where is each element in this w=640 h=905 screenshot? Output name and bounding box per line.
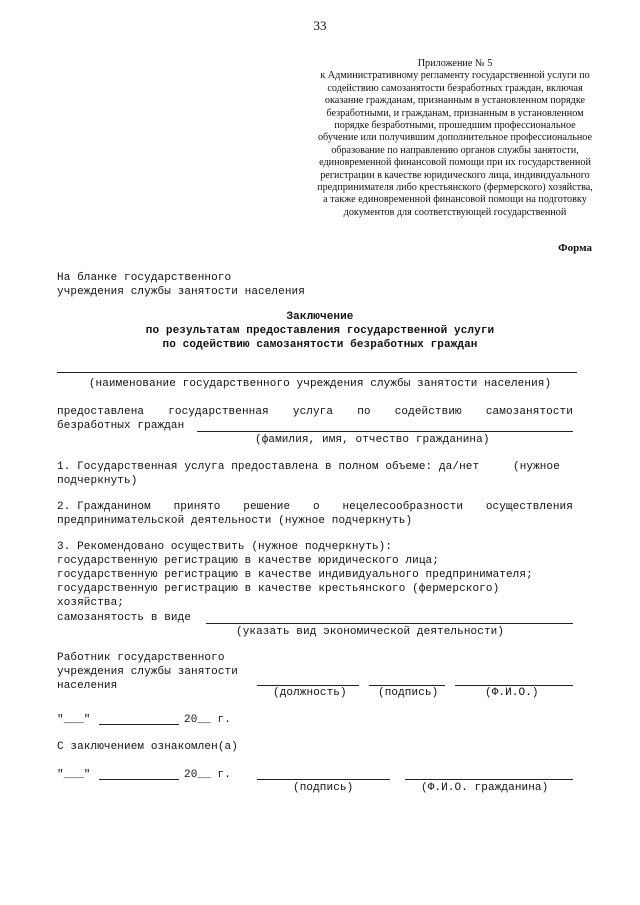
word: содействию bbox=[394, 406, 462, 418]
word: государственная bbox=[168, 406, 269, 418]
item1-hint: подчеркнуть) bbox=[57, 475, 138, 487]
appendix-line: а также единовременной финансовой помощи на подготовку bbox=[323, 194, 587, 206]
item3-line: государственную регистрацию в качестве индивидуального предпринимателя; bbox=[57, 569, 533, 581]
word: услуга bbox=[292, 406, 334, 418]
worker-line: Работник государственного bbox=[57, 652, 225, 664]
document-title: Заключение bbox=[286, 311, 354, 323]
word: нецелесообразности bbox=[342, 501, 464, 513]
institution-caption: (наименование государственного учреждения службы занятости населения) bbox=[88, 378, 552, 390]
citizen-prefix: безработных граждан bbox=[57, 420, 185, 432]
signature-field-line bbox=[369, 685, 445, 686]
appendix-line: образование по направлению органов службы занятости, bbox=[331, 144, 579, 156]
word: по bbox=[357, 406, 371, 418]
form-label: Форма bbox=[558, 242, 592, 254]
position-caption: (должность) bbox=[273, 687, 347, 699]
word: принято bbox=[173, 501, 221, 513]
appendix-line: оказание гражданам, признанным в установленном порядке bbox=[324, 95, 586, 107]
self-employment-field-line bbox=[206, 623, 573, 624]
appendix-line: регистрации в качестве юридического лица, индивидуального bbox=[320, 169, 590, 181]
word: осуществления bbox=[485, 501, 573, 513]
position-field-line bbox=[257, 685, 359, 686]
appendix-line: содействию самозанятости безработных граждан, включая bbox=[327, 82, 583, 94]
item3-line: 3. Рекомендовано осуществить (нужное подчеркнуть): bbox=[57, 541, 393, 553]
appendix-line: предпринимателя либо крестьянского (фермерского) хозяйства, bbox=[317, 182, 593, 194]
citizen-name-field-line bbox=[197, 431, 573, 432]
name-caption: (Ф.И.О.) bbox=[485, 687, 539, 699]
date-day: "___" bbox=[57, 769, 91, 781]
word: предоставлена bbox=[57, 406, 145, 418]
worker-line: учреждения службы занятости bbox=[57, 666, 238, 678]
item1-hint: (нужное bbox=[513, 461, 560, 473]
citizen-signature-line bbox=[257, 779, 390, 780]
appendix-title: Приложение № 5 bbox=[417, 58, 493, 69]
item2-line bbox=[57, 501, 573, 515]
item2-line2: предпринимательской деятельности (нужное подчеркнуть) bbox=[57, 515, 413, 527]
item3-line: хозяйства; bbox=[57, 597, 125, 609]
date-month-line bbox=[99, 779, 179, 780]
self-employment-prefix: самозанятость в виде bbox=[57, 612, 192, 624]
item3-line: государственную регистрацию в качестве юридического лица; bbox=[57, 555, 439, 567]
worker-line: населения bbox=[57, 680, 118, 692]
date-year: 20__ г. bbox=[184, 714, 231, 726]
date-year: 20__ г. bbox=[184, 769, 231, 781]
appendix-line: безработными, и гражданам, признанным в установленном bbox=[326, 107, 584, 119]
word: самозанятости bbox=[485, 406, 573, 418]
letterhead-line: учреждения службы занятости населения bbox=[57, 286, 305, 298]
date-month-line bbox=[99, 724, 179, 725]
word: о bbox=[312, 501, 320, 513]
appendix-line: документов для соответствующей государственной bbox=[343, 206, 567, 218]
acquainted-label: С заключением ознакомлен(а) bbox=[57, 741, 238, 753]
letterhead-line: На бланке государственного bbox=[57, 272, 232, 284]
citizen-name-line bbox=[405, 779, 573, 780]
item3-line: государственную регистрацию в качестве крестьянского (фермерского) bbox=[57, 583, 500, 595]
citizen-signature-caption: (подпись) bbox=[293, 782, 354, 794]
name-field-line bbox=[455, 685, 573, 686]
date-day: "___" bbox=[57, 714, 91, 726]
citizen-name-caption: (Ф.И.О. гражданина) bbox=[421, 782, 549, 794]
institution-field-line bbox=[57, 372, 577, 373]
appendix-block bbox=[300, 58, 610, 219]
citizen-name-caption: (фамилия, имя, отчество гражданина) bbox=[255, 434, 490, 446]
signature-caption: (подпись) bbox=[378, 687, 439, 699]
appendix-line: обучение или получившим дополнительное профессиональное bbox=[317, 132, 593, 144]
item1-text: 1. Государственная услуга предоставлена в полном объеме: да/нет bbox=[57, 461, 480, 473]
provided-line bbox=[57, 406, 573, 420]
document-subtitle: по содействию самозанятости безработных граждан bbox=[162, 339, 478, 351]
page-number: 33 bbox=[313, 18, 327, 33]
appendix-line: порядке безработными, прошедшим профессиональное bbox=[334, 120, 576, 132]
word: решение bbox=[243, 501, 291, 513]
appendix-line: к Административному регламенту государственной услуги по bbox=[320, 70, 590, 82]
word: 2. Гражданином bbox=[57, 501, 151, 513]
self-employment-caption: (указать вид экономической деятельности) bbox=[236, 626, 505, 638]
document-subtitle: по результатам предоставления государственной услуги bbox=[145, 325, 495, 337]
appendix-line: единовременной финансовой помощи при их государственной bbox=[319, 157, 591, 169]
